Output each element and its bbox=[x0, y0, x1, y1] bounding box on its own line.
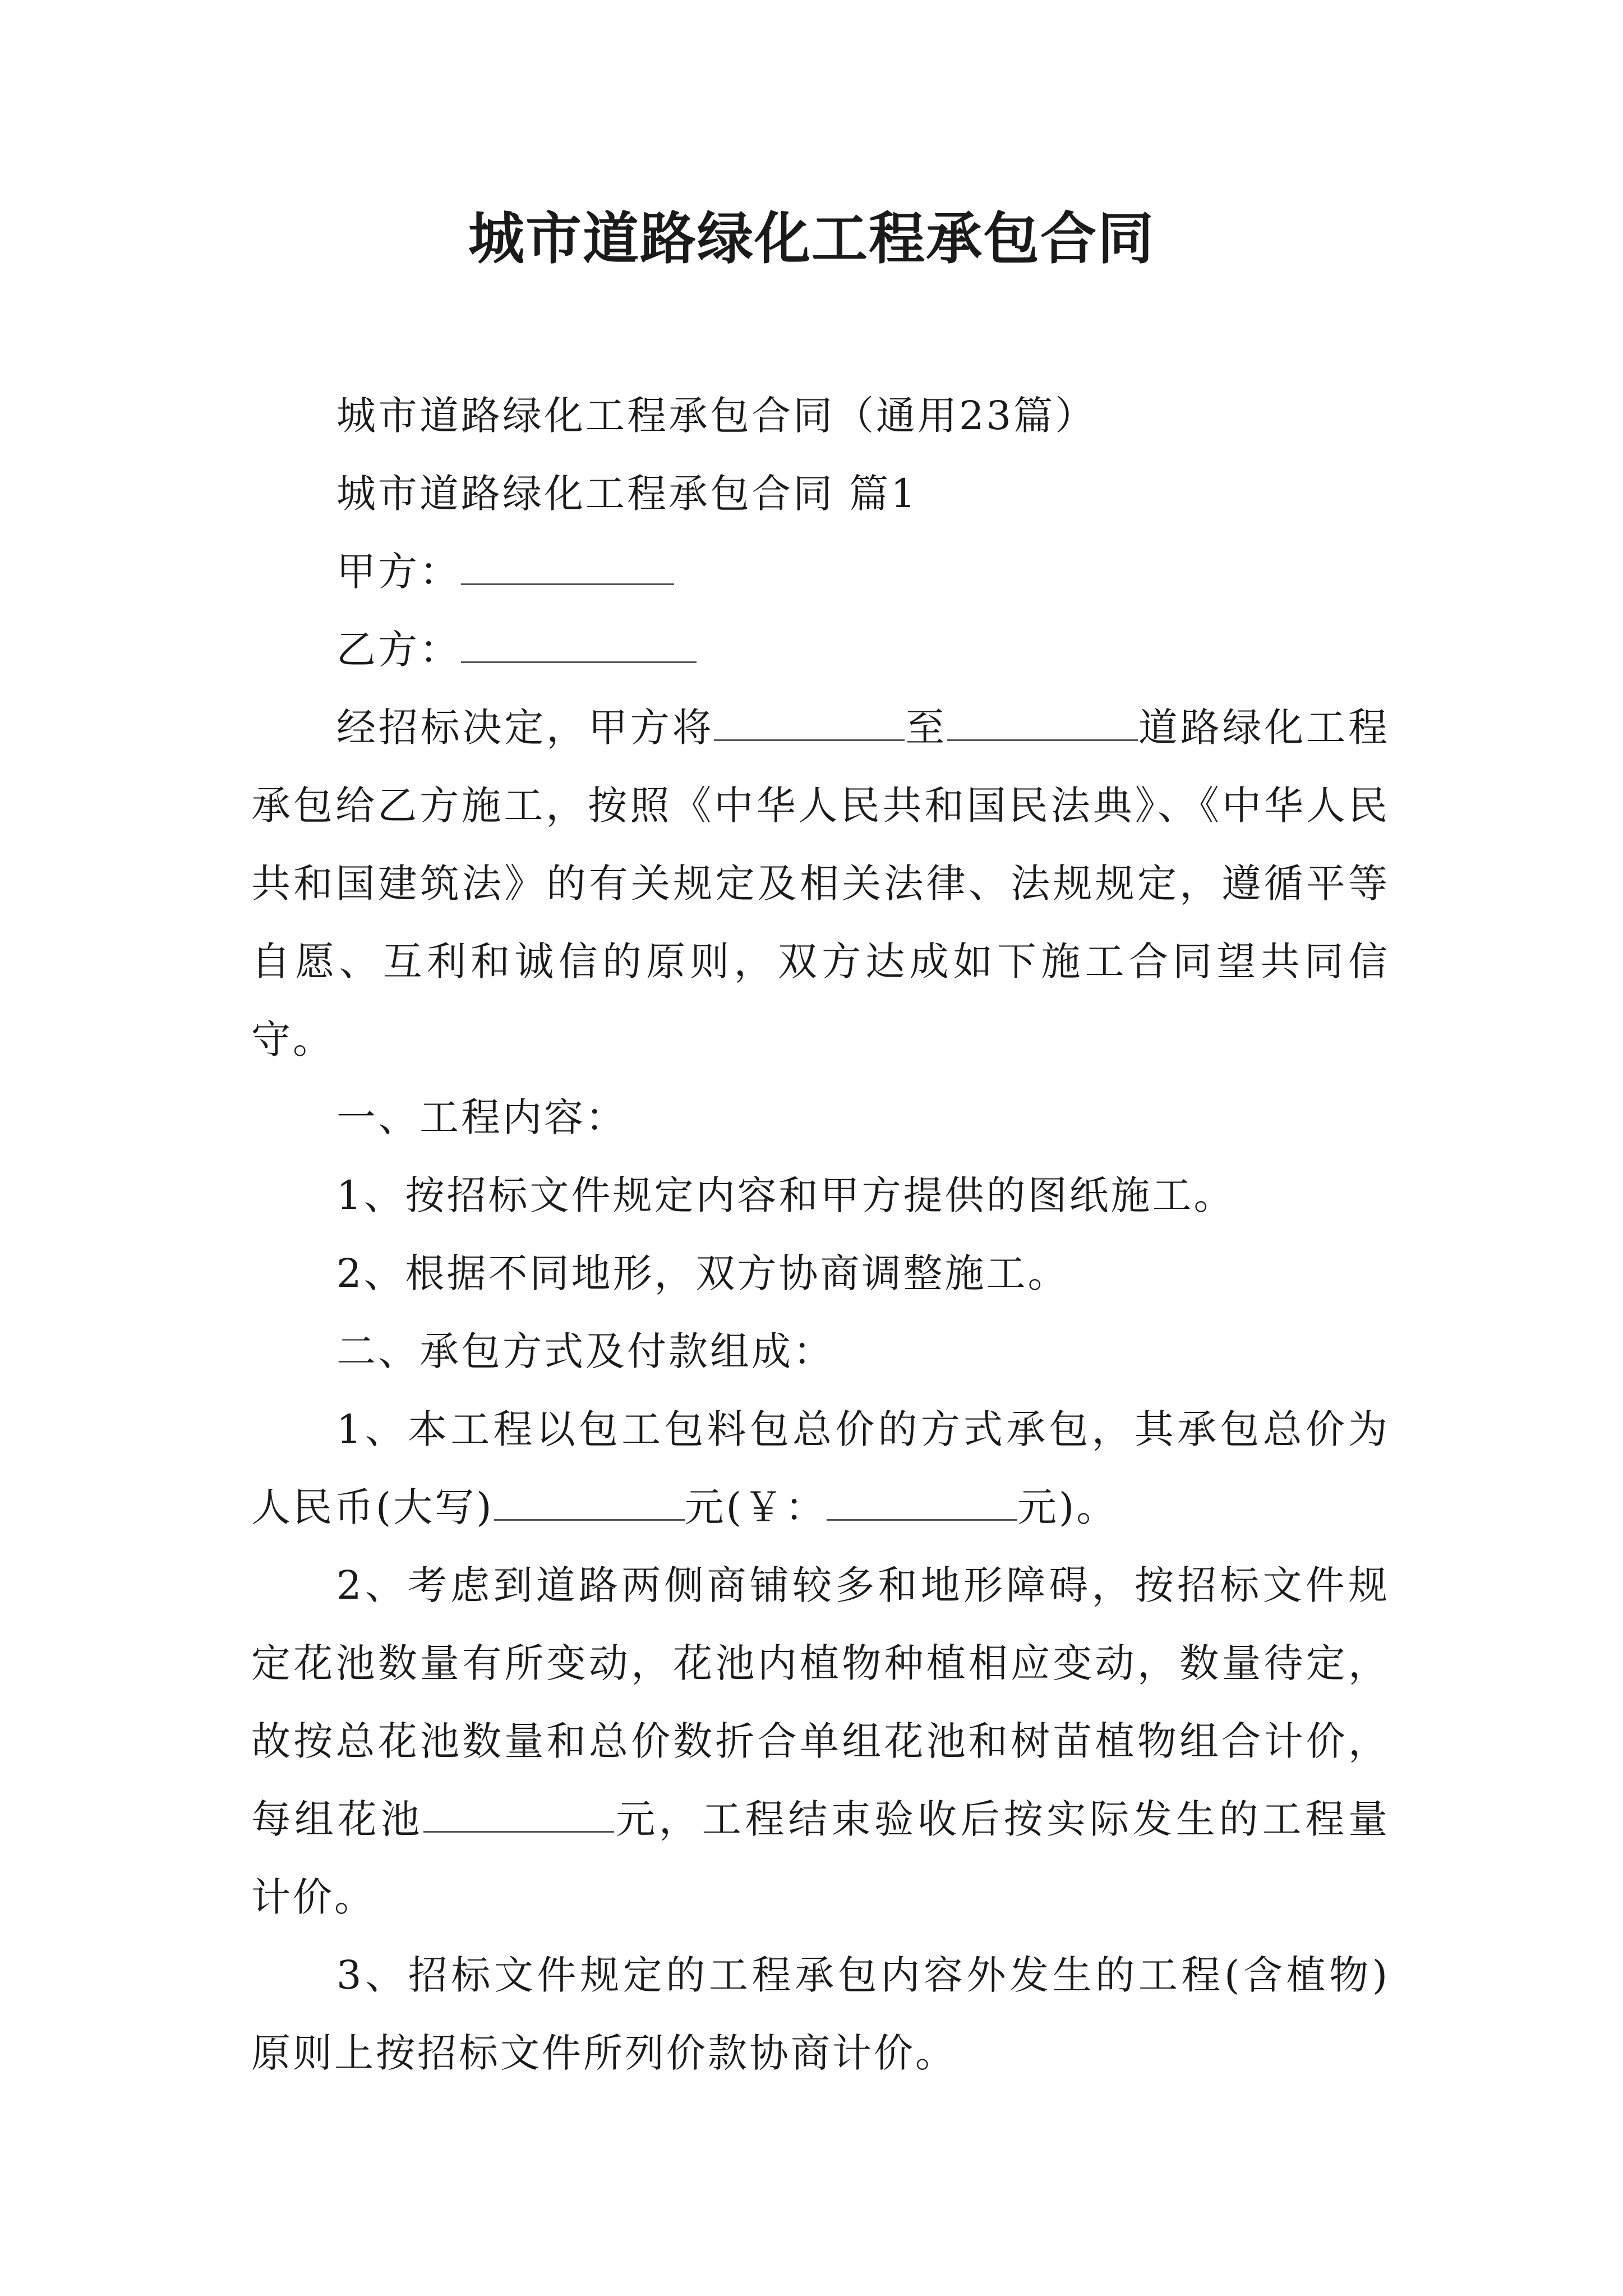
flowerbed-text-2: 元，工程结束验收后按实际发生的工程量计价。 bbox=[251, 1796, 1390, 1920]
section-1-title: 一、工程内容： bbox=[336, 1094, 627, 1140]
intro-text-2: 至 bbox=[905, 705, 948, 751]
price-words-blank bbox=[494, 1485, 685, 1521]
heading-general: 城市道路绿化工程承包合同（通用23篇） bbox=[336, 393, 1097, 439]
party-a-label: 甲方： bbox=[336, 549, 461, 595]
intro-text-1: 经招标决定，甲方将 bbox=[336, 705, 714, 751]
section-1-item-2: 2、根据不同地形，双方协商调整施工。 bbox=[336, 1250, 1069, 1296]
price-text-1: 1、本工程以包工包料包总价的方式承包，其承包总价为人民币(大写) bbox=[251, 1406, 1390, 1530]
heading-part: 城市道路绿化工程承包合同 篇1 bbox=[336, 471, 918, 517]
party-a-line bbox=[251, 533, 1390, 611]
section-2-item-1 bbox=[251, 1391, 1390, 1547]
party-b-line bbox=[251, 611, 1390, 689]
road-end-blank bbox=[947, 706, 1138, 741]
road-start-blank bbox=[714, 706, 905, 741]
flowerbed-text-1: 2、考虑到道路两侧商铺较多和地形障碍，按招标文件规定花池数量有所变动，花池内植物种植相应变动，数量待定，故按总花池数量和总价数折合单组花池和树苗植物组合计价，每组花池 bbox=[251, 1562, 1390, 1842]
party-a-blank bbox=[461, 550, 674, 585]
section-1-item-1: 1、按招标文件规定内容和甲方提供的图纸施工。 bbox=[336, 1172, 1235, 1218]
document-body bbox=[251, 377, 1390, 2092]
intro-paragraph bbox=[251, 689, 1390, 1079]
price-number-blank bbox=[827, 1485, 1017, 1521]
price-text-3: 元)。 bbox=[1017, 1484, 1118, 1530]
flowerbed-price-blank bbox=[423, 1797, 614, 1833]
party-b-blank bbox=[461, 628, 697, 663]
document-title: 城市道路绿化工程承包合同 bbox=[468, 205, 1155, 272]
section-2-item-3: 3、招标文件规定的工程承包内容外发生的工程(含植物)原则上按招标文件所列价款协商计价。 bbox=[251, 1952, 1390, 2076]
section-2-item-2 bbox=[251, 1547, 1390, 1936]
intro-text-3: 道路绿化工程承包给乙方施工，按照《中华人民共和国民法典》、《中华人民共和国建筑法》的有关规定及相关法律、法规规定，遵循平等自愿、互利和诚信的原则，双方达成如下施工合同望共同信守。 bbox=[251, 705, 1390, 1062]
party-b-label: 乙方： bbox=[336, 627, 461, 673]
price-text-2: 元(￥： bbox=[684, 1484, 827, 1530]
section-2-title: 二、承包方式及付款组成： bbox=[336, 1328, 834, 1374]
